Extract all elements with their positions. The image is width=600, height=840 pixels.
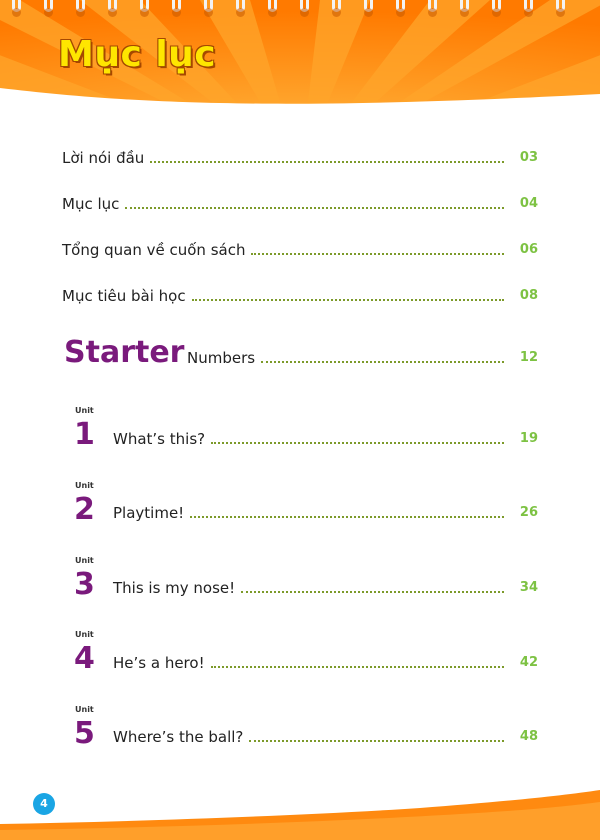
unit-tag: Unit [75,556,94,565]
toc-entry-unit-1[interactable] [113,427,538,449]
toc-entry-page: 12 [519,350,538,365]
page-title: Mục lục [58,34,217,75]
dot-leader [125,207,504,209]
toc-entry-label: Where’s the ball? [113,728,244,746]
toc-entry-preface[interactable] [62,146,538,168]
toc-entry-page: 48 [519,729,538,744]
unit-number: 1 [74,417,95,452]
dot-leader [261,361,504,363]
toc-entry-unit-4[interactable] [113,651,538,673]
dot-leader [192,299,504,301]
unit-tag: Unit [75,630,94,639]
toc-entry-page: 08 [519,288,538,303]
toc-entry-label: This is my nose! [113,579,236,597]
toc-entry-label: Numbers [187,349,256,367]
toc-entry-page: 04 [519,196,538,211]
page-number-badge: 4 [33,793,55,815]
toc-entry-starter[interactable] [187,346,538,368]
toc-entry-book-overview[interactable] [62,238,538,260]
dot-leader [249,740,504,742]
toc-entry-label: Playtime! [113,504,185,522]
toc-entry-page: 26 [519,505,538,520]
toc-entry-label: Mục tiêu bài học [62,287,186,305]
dot-leader [150,161,504,163]
toc-entry-page: 19 [519,431,538,446]
dot-leader [251,253,504,255]
dot-leader [211,666,504,668]
spiral-binding [0,0,600,24]
toc-entry-lesson-goals[interactable] [62,284,538,306]
dot-leader [190,516,504,518]
footer-wave [0,790,600,840]
toc-entry-page: 03 [519,150,538,165]
starter-heading: Starter [64,335,185,370]
toc-entry-page: 34 [519,580,538,595]
toc-entry-unit-3[interactable] [113,576,538,598]
toc-entry-unit-5[interactable] [113,725,538,747]
unit-number: 3 [74,567,95,602]
unit-tag: Unit [75,481,94,490]
unit-tag: Unit [75,705,94,714]
unit-number: 2 [74,492,95,527]
toc-entry-label: Tổng quan về cuốn sách [62,241,246,259]
toc-entry-label: Lời nói đầu [62,149,145,167]
toc-entry-label: What’s this? [113,430,206,448]
dot-leader [211,442,504,444]
toc-entry-label: Mục lục [62,195,120,213]
toc-entry-page: 42 [519,655,538,670]
toc-entry-unit-2[interactable] [113,501,538,523]
unit-number: 4 [74,641,95,676]
toc-entry-label: He’s a hero! [113,654,205,672]
header-banner [0,0,600,112]
unit-number: 5 [74,716,95,751]
toc-entry-page: 06 [519,242,538,257]
toc-entry-contents[interactable] [62,192,538,214]
unit-tag: Unit [75,406,94,415]
dot-leader [241,591,504,593]
